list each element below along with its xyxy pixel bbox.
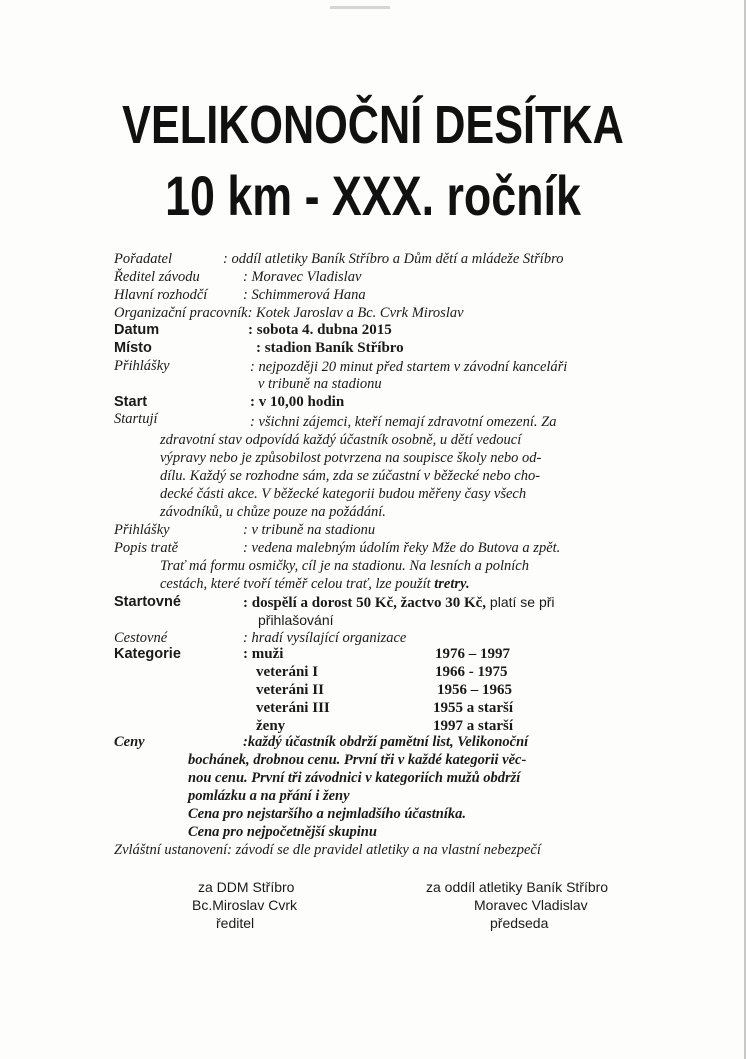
datum-value: : sobota 4. dubna 2015: [248, 322, 392, 338]
ceny-line-1: :každý účastník obdrží pamětní list, Velikonoční: [243, 734, 529, 750]
prihlasky2-label: Přihlášky: [114, 522, 170, 538]
ceny-line-3: nou cenu. První tři závodnici v kategoriích mužů obdrží: [188, 770, 521, 786]
category-name: : muži: [243, 646, 284, 662]
startuji-line-2: zdravotní stav odpovídá každý účastník osobně, u dětí vedoucí: [160, 432, 522, 448]
popis-tretry: tretry.: [434, 576, 470, 592]
prihlasky-label: Přihlášky: [114, 358, 170, 374]
reditel-label: Ředitel závodu: [114, 269, 200, 285]
cestovne-label: Cestovné: [114, 630, 168, 646]
popis-line-1: : vedena malebným údolím řeky Mže do Butova a zpět.: [243, 540, 561, 556]
popis-label: Popis tratě: [114, 540, 179, 556]
ceny-line-5: Cena pro nejstaršího a nejmladšího účastníka.: [188, 806, 466, 822]
category-years: 1956 – 1965: [437, 682, 512, 698]
signature-right-name: Moravec Vladislav: [474, 897, 588, 913]
page-title: VELIKONOČNÍ DESÍTKA: [122, 95, 624, 155]
prihlasky-value-2: v tribuně na stadionu: [258, 376, 382, 392]
category-years: 1966 - 1975: [435, 664, 508, 680]
popis-line-3-text: cestách, které tvoří téměř celou trať, lze použít: [160, 576, 431, 592]
cestovne-value: : hradí vysílající organizace: [243, 630, 407, 646]
reditel-value: : Moravec Vladislav: [243, 269, 362, 285]
prihlasky2-value: : v tribuně na stadionu: [243, 522, 376, 538]
popis-line-2: Trať má formu osmičky, cíl je na stadionu. Na lesních a polních: [160, 558, 529, 574]
ceny-label: Ceny: [114, 734, 145, 750]
page-subtitle: 10 km - XXX. ročník: [165, 164, 581, 227]
signature-left-name: Bc.Miroslav Cvrk: [192, 897, 298, 913]
org-line: Organizační pracovník: Kotek Jaroslav a Bc. Cvrk Miroslav: [114, 305, 464, 321]
category-years: 1997 a starší: [433, 718, 513, 734]
kategorie-label: Kategorie: [114, 646, 181, 662]
rozhodci-label: Hlavní rozhodčí: [114, 287, 208, 303]
startovne-line-2: přihlašování: [258, 612, 334, 628]
category-name: veteráni III: [256, 700, 330, 716]
category-name: ženy: [256, 718, 286, 734]
signature-left-role: ředitel: [216, 915, 255, 931]
porad-label: Pořadatel: [114, 251, 172, 267]
startovne-value: [243, 593, 555, 612]
zvlastni-ustanoveni: Zvláštní ustanovení: závodí se dle pravidel atletiky a na vlastní nebezpečí: [114, 842, 541, 858]
startuji-label: Startují: [114, 411, 158, 427]
ceny-line-2: bochánek, drobnou cenu. První tři v každé kategorii věc-: [188, 752, 527, 768]
ceny-line-4: pomlázku a na přání i ženy: [188, 788, 350, 804]
startuji-line-6: závodníků, u chůze pouze na požádání.: [160, 504, 386, 520]
category-years: 1955 a starší: [433, 700, 513, 716]
datum-label: Datum: [114, 322, 160, 338]
signature-right-org: za oddíl atletiky Baník Stříbro: [426, 879, 609, 895]
porad-value: : oddíl atletiky Baník Stříbro a Dům dětí a mládeže Stříbro: [223, 251, 564, 267]
scan-mark: [330, 6, 390, 9]
startovne-label: Startovné: [114, 594, 181, 610]
startuji-line-3: výpravy nebo je způsobilost potvrzena na soupisce školy nebo od-: [160, 450, 542, 466]
signature-left-org: za DDM Stříbro: [198, 879, 295, 895]
rozhodci-value: : Schimmerová Hana: [243, 287, 366, 303]
start-label: Start: [114, 394, 148, 410]
category-years: 1976 – 1997: [435, 646, 510, 662]
startuji-line-1: : všichni zájemci, kteří nemají zdravotní omezení. Za: [250, 414, 557, 430]
misto-value: : stadion Baník Stříbro: [256, 340, 404, 356]
category-name: veteráni II: [256, 682, 324, 698]
startuji-line-5: decké části akce. V běžecké kategorii budou měřeny časy všech: [160, 486, 527, 502]
misto-label: Místo: [114, 340, 152, 356]
startuji-line-4: dílu. Každý se rozhodne sám, zda se zúčastní v běžecké nebo cho-: [160, 468, 541, 484]
start-value: : v 10,00 hodin: [250, 394, 345, 410]
startovne-value-bold: : dospělí a dorost 50 Kč, žactvo 30 Kč,: [243, 595, 487, 611]
popis-line-3: [160, 575, 470, 593]
category-name: veteráni I: [256, 664, 319, 680]
signature-right-role: předseda: [490, 915, 549, 931]
ceny-line-6: Cena pro nejpočetnější skupinu: [188, 824, 377, 840]
startovne-value-rest: platí se při: [486, 594, 555, 610]
prihlasky-value-1: : nejpozději 20 minut před startem v závodní kanceláři: [250, 359, 568, 375]
